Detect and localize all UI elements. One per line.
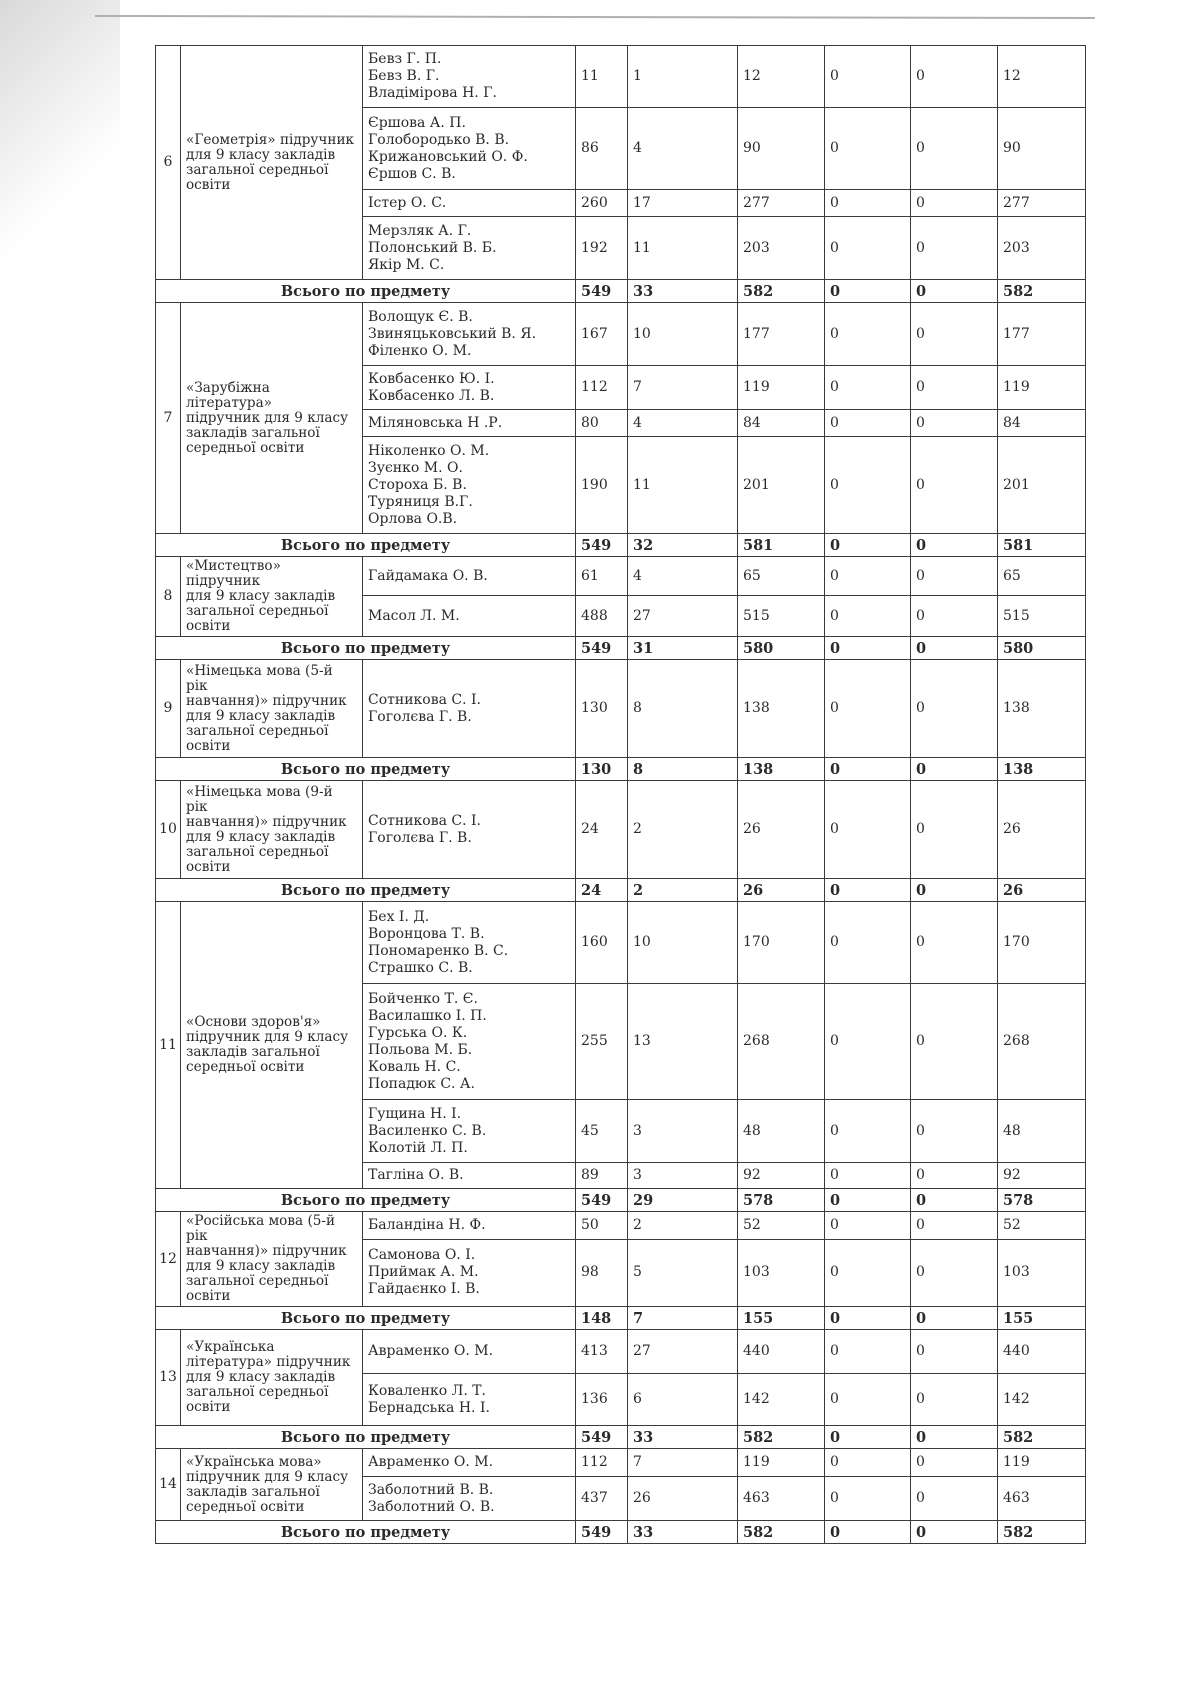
total-cell-c1: 148 bbox=[576, 1307, 628, 1330]
total-cell-c2: 33 bbox=[628, 1426, 738, 1449]
quantity-cell-c2: 4 bbox=[628, 410, 738, 437]
total-label: Всього по предмету bbox=[156, 1307, 576, 1330]
quantity-cell-c2: 7 bbox=[628, 1449, 738, 1477]
total-cell-c2: 33 bbox=[628, 280, 738, 303]
total-cell-c5: 0 bbox=[911, 1521, 998, 1544]
total-cell-c1: 549 bbox=[576, 534, 628, 557]
total-label: Всього по предмету bbox=[156, 1521, 576, 1544]
quantity-cell-c3: 201 bbox=[738, 437, 825, 534]
subject-cell: «Основи здоров'я» підручник для 9 класу закладів загальної середньої освіти bbox=[181, 902, 363, 1189]
total-cell-c6: 26 bbox=[998, 879, 1086, 902]
quantity-cell-c2: 11 bbox=[628, 437, 738, 534]
total-cell-c1: 130 bbox=[576, 758, 628, 781]
quantity-cell-c6: 201 bbox=[998, 437, 1086, 534]
total-cell-c5: 0 bbox=[911, 1307, 998, 1330]
authors-cell: Коваленко Л. Т. Бернадська Н. І. bbox=[363, 1374, 576, 1426]
row-number-cell: 12 bbox=[156, 1212, 181, 1307]
quantity-cell-c6: 138 bbox=[998, 660, 1086, 758]
total-cell-c2: 29 bbox=[628, 1189, 738, 1212]
quantity-cell-c1: 50 bbox=[576, 1212, 628, 1240]
quantity-cell-c5: 0 bbox=[911, 781, 998, 879]
quantity-cell-c1: 136 bbox=[576, 1374, 628, 1426]
quantity-cell-c1: 130 bbox=[576, 660, 628, 758]
subject-cell: «Німецька мова (5-й рік навчання)» підручник для 9 класу закладів загальної середньої освіти bbox=[181, 660, 363, 758]
quantity-cell-c3: 170 bbox=[738, 902, 825, 984]
total-cell-c6: 580 bbox=[998, 637, 1086, 660]
quantity-cell-c6: 515 bbox=[998, 596, 1086, 637]
authors-cell: Гайдамака О. В. bbox=[363, 557, 576, 596]
quantity-cell-c1: 61 bbox=[576, 557, 628, 596]
quantity-cell-c1: 160 bbox=[576, 902, 628, 984]
subject-total-row bbox=[156, 1307, 1086, 1330]
quantity-cell-c5: 0 bbox=[911, 596, 998, 637]
row-number-cell: 10 bbox=[156, 781, 181, 879]
quantity-cell-c4: 0 bbox=[825, 1100, 911, 1163]
total-cell-c6: 138 bbox=[998, 758, 1086, 781]
quantity-cell-c5: 0 bbox=[911, 1374, 998, 1426]
quantity-cell-c4: 0 bbox=[825, 596, 911, 637]
subject-total-row bbox=[156, 280, 1086, 303]
subject-cell: «Німецька мова (9-й рік навчання)» підручник для 9 класу закладів загальної середньої освіти bbox=[181, 781, 363, 879]
authors-cell: Сотникова С. І. Гоголєва Г. В. bbox=[363, 660, 576, 758]
quantity-cell-c3: 103 bbox=[738, 1239, 825, 1306]
quantity-cell-c2: 2 bbox=[628, 781, 738, 879]
quantity-cell-c4: 0 bbox=[825, 303, 911, 366]
quantity-cell-c5: 0 bbox=[911, 1212, 998, 1240]
row-number-cell: 6 bbox=[156, 46, 181, 280]
subject-total-row bbox=[156, 758, 1086, 781]
row-number-cell: 13 bbox=[156, 1330, 181, 1426]
total-cell-c2: 33 bbox=[628, 1521, 738, 1544]
total-cell-c2: 31 bbox=[628, 637, 738, 660]
quantity-cell-c4: 0 bbox=[825, 781, 911, 879]
quantity-cell-c4: 0 bbox=[825, 984, 911, 1100]
total-cell-c5: 0 bbox=[911, 534, 998, 557]
total-cell-c3: 582 bbox=[738, 1426, 825, 1449]
quantity-cell-c1: 112 bbox=[576, 366, 628, 410]
quantity-cell-c4: 0 bbox=[825, 1374, 911, 1426]
authors-cell: Мерзляк А. Г. Полонський В. Б. Якір М. С. bbox=[363, 217, 576, 280]
quantity-cell-c2: 6 bbox=[628, 1374, 738, 1426]
total-cell-c3: 578 bbox=[738, 1189, 825, 1212]
total-cell-c5: 0 bbox=[911, 1189, 998, 1212]
total-cell-c6: 582 bbox=[998, 1426, 1086, 1449]
quantity-cell-c2: 13 bbox=[628, 984, 738, 1100]
authors-cell: Бевз Г. П. Бевз В. Г. Владімірова Н. Г. bbox=[363, 46, 576, 108]
total-cell-c6: 578 bbox=[998, 1189, 1086, 1212]
quantity-cell-c6: 84 bbox=[998, 410, 1086, 437]
quantity-cell-c2: 7 bbox=[628, 366, 738, 410]
total-cell-c2: 7 bbox=[628, 1307, 738, 1330]
total-cell-c4: 0 bbox=[825, 1189, 911, 1212]
authors-cell: Істер О. С. bbox=[363, 190, 576, 217]
authors-cell: Міляновська Н .Р. bbox=[363, 410, 576, 437]
table-row bbox=[156, 303, 1086, 366]
quantity-cell-c2: 10 bbox=[628, 902, 738, 984]
quantity-cell-c2: 11 bbox=[628, 217, 738, 280]
total-cell-c4: 0 bbox=[825, 879, 911, 902]
total-cell-c1: 549 bbox=[576, 1521, 628, 1544]
subject-cell: «Українська мова» підручник для 9 класу закладів загальної середньої освіти bbox=[181, 1449, 363, 1521]
total-cell-c4: 0 bbox=[825, 534, 911, 557]
authors-cell: Бойченко Т. Є. Василашко І. П. Гурська О. К. Польова М. Б. Коваль Н. С. Попадюк С. А. bbox=[363, 984, 576, 1100]
quantity-cell-c5: 0 bbox=[911, 557, 998, 596]
quantity-cell-c4: 0 bbox=[825, 1330, 911, 1374]
total-cell-c2: 8 bbox=[628, 758, 738, 781]
quantity-cell-c4: 0 bbox=[825, 108, 911, 190]
quantity-cell-c6: 48 bbox=[998, 1100, 1086, 1163]
quantity-cell-c5: 0 bbox=[911, 108, 998, 190]
subject-total-row bbox=[156, 879, 1086, 902]
quantity-cell-c2: 26 bbox=[628, 1477, 738, 1521]
total-cell-c1: 549 bbox=[576, 280, 628, 303]
quantity-cell-c2: 4 bbox=[628, 557, 738, 596]
quantity-cell-c3: 138 bbox=[738, 660, 825, 758]
table-row bbox=[156, 46, 1086, 108]
total-cell-c5: 0 bbox=[911, 758, 998, 781]
total-label: Всього по предмету bbox=[156, 534, 576, 557]
quantity-cell-c6: 52 bbox=[998, 1212, 1086, 1240]
quantity-cell-c3: 65 bbox=[738, 557, 825, 596]
quantity-cell-c5: 0 bbox=[911, 1163, 998, 1189]
total-cell-c1: 549 bbox=[576, 637, 628, 660]
quantity-cell-c1: 260 bbox=[576, 190, 628, 217]
total-cell-c4: 0 bbox=[825, 1307, 911, 1330]
total-cell-c3: 26 bbox=[738, 879, 825, 902]
total-cell-c5: 0 bbox=[911, 637, 998, 660]
scan-corner-shadow bbox=[0, 0, 120, 260]
row-number-cell: 14 bbox=[156, 1449, 181, 1521]
row-number-cell: 7 bbox=[156, 303, 181, 534]
quantity-cell-c4: 0 bbox=[825, 410, 911, 437]
authors-cell: Авраменко О. М. bbox=[363, 1330, 576, 1374]
scan-top-edge bbox=[95, 15, 1095, 19]
table-row bbox=[156, 902, 1086, 984]
quantity-cell-c1: 413 bbox=[576, 1330, 628, 1374]
quantity-cell-c4: 0 bbox=[825, 437, 911, 534]
total-cell-c3: 155 bbox=[738, 1307, 825, 1330]
total-cell-c1: 549 bbox=[576, 1189, 628, 1212]
quantity-cell-c3: 515 bbox=[738, 596, 825, 637]
total-label: Всього по предмету bbox=[156, 1426, 576, 1449]
total-cell-c2: 32 bbox=[628, 534, 738, 557]
quantity-cell-c5: 0 bbox=[911, 437, 998, 534]
quantity-cell-c2: 8 bbox=[628, 660, 738, 758]
quantity-cell-c5: 0 bbox=[911, 366, 998, 410]
total-cell-c6: 582 bbox=[998, 1521, 1086, 1544]
quantity-cell-c6: 170 bbox=[998, 902, 1086, 984]
quantity-cell-c6: 65 bbox=[998, 557, 1086, 596]
table-row bbox=[156, 781, 1086, 879]
quantity-cell-c5: 0 bbox=[911, 217, 998, 280]
quantity-cell-c6: 90 bbox=[998, 108, 1086, 190]
total-cell-c6: 155 bbox=[998, 1307, 1086, 1330]
quantity-cell-c3: 52 bbox=[738, 1212, 825, 1240]
total-cell-c4: 0 bbox=[825, 1521, 911, 1544]
authors-cell: Гущина Н. І. Василенко С. В. Колотій Л. П. bbox=[363, 1100, 576, 1163]
quantity-cell-c5: 0 bbox=[911, 1449, 998, 1477]
quantity-cell-c3: 203 bbox=[738, 217, 825, 280]
total-cell-c2: 2 bbox=[628, 879, 738, 902]
quantity-cell-c6: 440 bbox=[998, 1330, 1086, 1374]
quantity-cell-c1: 11 bbox=[576, 46, 628, 108]
quantity-cell-c3: 12 bbox=[738, 46, 825, 108]
quantity-cell-c1: 89 bbox=[576, 1163, 628, 1189]
quantity-cell-c1: 167 bbox=[576, 303, 628, 366]
quantity-cell-c2: 27 bbox=[628, 1330, 738, 1374]
authors-cell: Ковбасенко Ю. І. Ковбасенко Л. В. bbox=[363, 366, 576, 410]
quantity-cell-c2: 27 bbox=[628, 596, 738, 637]
quantity-cell-c3: 440 bbox=[738, 1330, 825, 1374]
authors-cell: Єршова А. П. Голобородько В. В. Крижановський О. Ф. Єршов С. В. bbox=[363, 108, 576, 190]
subject-cell: «Геометрія» підручник для 9 класу закладів загальної середньої освіти bbox=[181, 46, 363, 280]
quantity-cell-c3: 268 bbox=[738, 984, 825, 1100]
textbook-distribution-table bbox=[155, 45, 1086, 1544]
quantity-cell-c2: 3 bbox=[628, 1100, 738, 1163]
quantity-cell-c6: 119 bbox=[998, 1449, 1086, 1477]
quantity-cell-c2: 5 bbox=[628, 1239, 738, 1306]
total-cell-c6: 581 bbox=[998, 534, 1086, 557]
total-cell-c4: 0 bbox=[825, 280, 911, 303]
quantity-cell-c6: 119 bbox=[998, 366, 1086, 410]
authors-cell: Тагліна О. В. bbox=[363, 1163, 576, 1189]
subject-cell: «Зарубіжна література» підручник для 9 класу закладів загальної середньої освіти bbox=[181, 303, 363, 534]
quantity-cell-c5: 0 bbox=[911, 902, 998, 984]
authors-cell: Баландіна Н. Ф. bbox=[363, 1212, 576, 1240]
quantity-cell-c3: 84 bbox=[738, 410, 825, 437]
row-number-cell: 9 bbox=[156, 660, 181, 758]
quantity-cell-c3: 277 bbox=[738, 190, 825, 217]
quantity-cell-c6: 12 bbox=[998, 46, 1086, 108]
quantity-cell-c5: 0 bbox=[911, 1100, 998, 1163]
quantity-cell-c3: 142 bbox=[738, 1374, 825, 1426]
authors-cell: Самонова О. І. Приймак А. М. Гайдаєнко І. В. bbox=[363, 1239, 576, 1306]
total-cell-c6: 582 bbox=[998, 280, 1086, 303]
quantity-cell-c4: 0 bbox=[825, 1163, 911, 1189]
quantity-cell-c4: 0 bbox=[825, 1239, 911, 1306]
subject-total-row bbox=[156, 1426, 1086, 1449]
quantity-cell-c1: 86 bbox=[576, 108, 628, 190]
table-row bbox=[156, 557, 1086, 596]
authors-cell: Волощук Є. В. Звиняцьковський В. Я. Філенко О. М. bbox=[363, 303, 576, 366]
total-cell-c5: 0 bbox=[911, 1426, 998, 1449]
quantity-cell-c4: 0 bbox=[825, 1212, 911, 1240]
quantity-cell-c1: 45 bbox=[576, 1100, 628, 1163]
subject-cell: «Мистецтво» підручник для 9 класу закладів загальної середньої освіти bbox=[181, 557, 363, 637]
quantity-cell-c5: 0 bbox=[911, 660, 998, 758]
quantity-cell-c3: 119 bbox=[738, 1449, 825, 1477]
quantity-cell-c3: 119 bbox=[738, 366, 825, 410]
total-cell-c3: 582 bbox=[738, 1521, 825, 1544]
quantity-cell-c5: 0 bbox=[911, 1239, 998, 1306]
total-cell-c3: 581 bbox=[738, 534, 825, 557]
authors-cell: Авраменко О. М. bbox=[363, 1449, 576, 1477]
quantity-cell-c1: 192 bbox=[576, 217, 628, 280]
quantity-cell-c5: 0 bbox=[911, 46, 998, 108]
quantity-cell-c3: 92 bbox=[738, 1163, 825, 1189]
quantity-cell-c4: 0 bbox=[825, 557, 911, 596]
total-cell-c3: 138 bbox=[738, 758, 825, 781]
quantity-cell-c5: 0 bbox=[911, 1477, 998, 1521]
quantity-cell-c4: 0 bbox=[825, 902, 911, 984]
quantity-cell-c4: 0 bbox=[825, 190, 911, 217]
quantity-cell-c5: 0 bbox=[911, 1330, 998, 1374]
quantity-cell-c4: 0 bbox=[825, 217, 911, 280]
row-number-cell: 8 bbox=[156, 557, 181, 637]
quantity-cell-c5: 0 bbox=[911, 410, 998, 437]
quantity-cell-c6: 177 bbox=[998, 303, 1086, 366]
quantity-cell-c4: 0 bbox=[825, 1477, 911, 1521]
subject-cell: «Російська мова (5-й рік навчання)» підручник для 9 класу закладів загальної середньої освіти bbox=[181, 1212, 363, 1307]
quantity-cell-c2: 4 bbox=[628, 108, 738, 190]
total-cell-c1: 24 bbox=[576, 879, 628, 902]
quantity-cell-c2: 17 bbox=[628, 190, 738, 217]
total-cell-c4: 0 bbox=[825, 758, 911, 781]
quantity-cell-c2: 3 bbox=[628, 1163, 738, 1189]
authors-cell: Сотникова С. І. Гоголєва Г. В. bbox=[363, 781, 576, 879]
quantity-cell-c1: 255 bbox=[576, 984, 628, 1100]
quantity-cell-c1: 80 bbox=[576, 410, 628, 437]
total-label: Всього по предмету bbox=[156, 879, 576, 902]
quantity-cell-c6: 142 bbox=[998, 1374, 1086, 1426]
quantity-cell-c2: 10 bbox=[628, 303, 738, 366]
authors-cell: Заболотний В. В. Заболотний О. В. bbox=[363, 1477, 576, 1521]
total-cell-c4: 0 bbox=[825, 637, 911, 660]
authors-cell: Бех І. Д. Воронцова Т. В. Пономаренко В. С. Страшко С. В. bbox=[363, 902, 576, 984]
quantity-cell-c5: 0 bbox=[911, 984, 998, 1100]
quantity-cell-c4: 0 bbox=[825, 1449, 911, 1477]
subject-total-row bbox=[156, 534, 1086, 557]
total-label: Всього по предмету bbox=[156, 280, 576, 303]
quantity-cell-c6: 268 bbox=[998, 984, 1086, 1100]
subject-total-row bbox=[156, 1189, 1086, 1212]
subject-total-row bbox=[156, 637, 1086, 660]
table-row bbox=[156, 660, 1086, 758]
total-label: Всього по предмету bbox=[156, 1189, 576, 1212]
quantity-cell-c1: 190 bbox=[576, 437, 628, 534]
quantity-cell-c5: 0 bbox=[911, 303, 998, 366]
authors-cell: Ніколенко О. М. Зуєнко М. О. Стороха Б. В. Туряниця В.Г. Орлова О.В. bbox=[363, 437, 576, 534]
quantity-cell-c6: 26 bbox=[998, 781, 1086, 879]
subject-total-row bbox=[156, 1521, 1086, 1544]
quantity-cell-c6: 463 bbox=[998, 1477, 1086, 1521]
quantity-cell-c5: 0 bbox=[911, 190, 998, 217]
quantity-cell-c2: 2 bbox=[628, 1212, 738, 1240]
total-label: Всього по предмету bbox=[156, 637, 576, 660]
quantity-cell-c3: 463 bbox=[738, 1477, 825, 1521]
authors-cell: Масол Л. М. bbox=[363, 596, 576, 637]
quantity-cell-c3: 48 bbox=[738, 1100, 825, 1163]
quantity-cell-c2: 1 bbox=[628, 46, 738, 108]
quantity-cell-c1: 98 bbox=[576, 1239, 628, 1306]
quantity-cell-c4: 0 bbox=[825, 660, 911, 758]
quantity-cell-c1: 488 bbox=[576, 596, 628, 637]
quantity-cell-c3: 26 bbox=[738, 781, 825, 879]
quantity-cell-c4: 0 bbox=[825, 46, 911, 108]
quantity-cell-c6: 203 bbox=[998, 217, 1086, 280]
total-cell-c5: 0 bbox=[911, 280, 998, 303]
quantity-cell-c1: 24 bbox=[576, 781, 628, 879]
total-cell-c5: 0 bbox=[911, 879, 998, 902]
table-row bbox=[156, 1212, 1086, 1240]
total-cell-c1: 549 bbox=[576, 1426, 628, 1449]
quantity-cell-c6: 92 bbox=[998, 1163, 1086, 1189]
quantity-cell-c6: 277 bbox=[998, 190, 1086, 217]
table-row bbox=[156, 1330, 1086, 1374]
quantity-cell-c1: 437 bbox=[576, 1477, 628, 1521]
quantity-cell-c3: 177 bbox=[738, 303, 825, 366]
total-cell-c3: 580 bbox=[738, 637, 825, 660]
subject-cell: «Українська література» підручник для 9 класу закладів загальної середньої освіти bbox=[181, 1330, 363, 1426]
total-cell-c3: 582 bbox=[738, 280, 825, 303]
quantity-cell-c6: 103 bbox=[998, 1239, 1086, 1306]
total-cell-c4: 0 bbox=[825, 1426, 911, 1449]
total-label: Всього по предмету bbox=[156, 758, 576, 781]
row-number-cell: 11 bbox=[156, 902, 181, 1189]
quantity-cell-c1: 112 bbox=[576, 1449, 628, 1477]
quantity-cell-c3: 90 bbox=[738, 108, 825, 190]
table-row bbox=[156, 1449, 1086, 1477]
quantity-cell-c4: 0 bbox=[825, 366, 911, 410]
table-body bbox=[156, 46, 1086, 1544]
